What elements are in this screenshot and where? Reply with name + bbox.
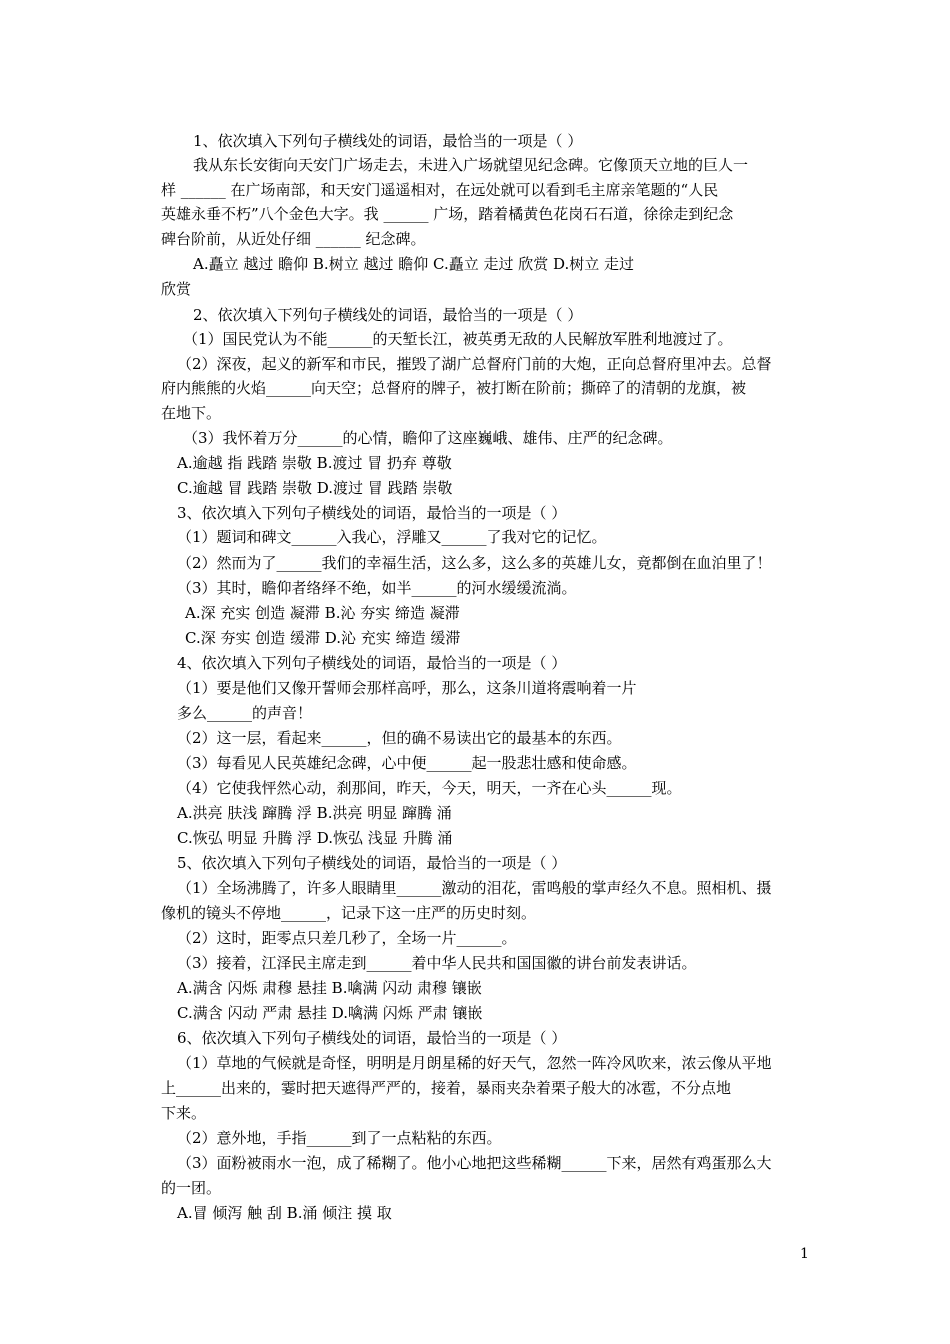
text-line: （2）深夜，起义的新军和市民，摧毁了湖广总督府门前的大炮，正向总督府里冲去。总督 (177, 355, 772, 373)
text-line: 府内熊熊的火焰______向天空；总督府的牌子，被打断在阶前；撕碎了的清朝的龙旗，被 (161, 379, 747, 397)
text-line: 样 ______ 在广场南部，和天安门遥遥相对，在远处就可以看到毛主席亲笔题的“人民 (161, 181, 719, 199)
text-line: C.深 夯实 创造 缓滞 D.沁 充实 缔造 缓滞 (185, 629, 461, 647)
text-line: 我从东长安街向天安门广场走去，未进入广场就望见纪念碑。它像顶天立地的巨人一 (193, 156, 749, 174)
text-line: A.矗立 越过 瞻仰 B.树立 越过 瞻仰 C.矗立 走过 欣赏 D.树立 走过 (193, 255, 635, 273)
text-line: 多么______的声音！ (177, 704, 313, 722)
text-line: （3）每看见人民英雄纪念碑，心中便______起一股悲壮感和使命感。 (177, 754, 637, 772)
text-line: 2、依次填入下列句子横线处的词语，最恰当的一项是（ ） (193, 306, 583, 324)
text-line: （1）题词和碑文______入我心，浮雕又______了我对它的记忆。 (177, 528, 607, 546)
text-line: 碑台阶前，从近处仔细 ______ 纪念碑。 (161, 230, 426, 248)
text-line: （2）这一层，看起来______，但的确不易读出它的最基本的东西。 (177, 729, 622, 747)
text-line: A.冒 倾泻 触 刮 B.涌 倾注 摸 取 (177, 1204, 392, 1222)
text-line: C.满含 闪动 严肃 悬挂 D.噙满 闪烁 严肃 镶嵌 (177, 1004, 483, 1022)
text-line: （3）其时，瞻仰者络绎不绝，如半______的河水缓缓流淌。 (177, 579, 577, 597)
text-line: 上______出来的，霎时把天遮得严严的，接着，暴雨夹杂着栗子般大的冰雹，不分点地 (161, 1079, 732, 1097)
text-line: （2）这时，距零点只差几秒了，全场一片______。 (177, 929, 517, 947)
text-line: （1）国民党认为不能______的天堑长江，被英勇无敌的人民解放军胜利地渡过了。 (183, 330, 733, 348)
text-line: （3）接着，江泽民主席走到______着中华人民共和国国徽的讲台前发表讲话。 (177, 954, 697, 972)
text-line: （3）我怀着万分______的心情，瞻仰了这座巍峨、雄伟、庄严的纪念碑。 (183, 429, 673, 447)
text-line: 1、依次填入下列句子横线处的词语，最恰当的一项是（ ） (193, 132, 583, 150)
text-line: （2）然而为了______我们的幸福生活，这么多，这么多的英雄儿女，竟都倒在血泊里了！ (177, 554, 772, 572)
text-line: （3）面粉被雨水一泡，成了稀糊了。他小心地把这些稀糊______下来，居然有鸡蛋那么大 (177, 1154, 772, 1172)
text-line: 4、依次填入下列句子横线处的词语，最恰当的一项是（ ） (177, 654, 567, 672)
text-line: A.逾越 指 践踏 崇敬 B.渡过 冒 扔弃 尊敬 (177, 454, 452, 472)
text-line: 在地下。 (161, 404, 222, 422)
text-line: C.恢弘 明显 升腾 浮 D.恢弘 浅显 升腾 涌 (177, 829, 453, 847)
text-line: （1）草地的气候就是奇怪，明明是月朗星稀的好天气，忽然一阵冷风吹来，浓云像从平地 (177, 1054, 772, 1072)
text-line: （1）要是他们又像开誓师会那样高呼，那么，这条川道将震响着一片 (177, 679, 637, 697)
text-line: 英雄永垂不朽”八个金色大字。我 ______ 广场，踏着橘黄色花岗石石道，徐徐走到纪念 (161, 205, 734, 223)
text-line: 像机的镜头不停地______，记录下这一庄严的历史时刻。 (161, 904, 537, 922)
text-line: 的一团。 (161, 1179, 222, 1197)
text-line: A.满含 闪烁 肃穆 悬挂 B.噙满 闪动 肃穆 镶嵌 (177, 979, 482, 997)
text-line: 3、依次填入下列句子横线处的词语，最恰当的一项是（ ） (177, 504, 567, 522)
text-line: （2）意外地，手指______到了一点粘粘的东西。 (177, 1129, 502, 1147)
text-line: （1）全场沸腾了，许多人眼睛里______激动的泪花，雷鸣般的掌声经久不息。照相机、摄 (177, 879, 772, 897)
text-line: C.逾越 冒 践踏 崇敬 D.渡过 冒 践踏 崇敬 (177, 479, 453, 497)
text-line: A.深 充实 创造 凝滞 B.沁 夯实 缔造 凝滞 (185, 604, 460, 622)
text-line: （4）它使我怦然心动，刹那间，昨天，今天，明天，一齐在心头______现。 (177, 779, 682, 797)
text-line: A.洪亮 肤浅 蹿腾 浮 B.洪亮 明显 蹿腾 涌 (177, 804, 452, 822)
text-line: 欣赏 (161, 280, 192, 298)
text-line: 下来。 (161, 1104, 207, 1122)
text-line: 5、依次填入下列句子横线处的词语，最恰当的一项是（ ） (177, 854, 567, 872)
page-number: 1 (800, 1246, 809, 1262)
text-line: 6、依次填入下列句子横线处的词语，最恰当的一项是（ ） (177, 1029, 567, 1047)
